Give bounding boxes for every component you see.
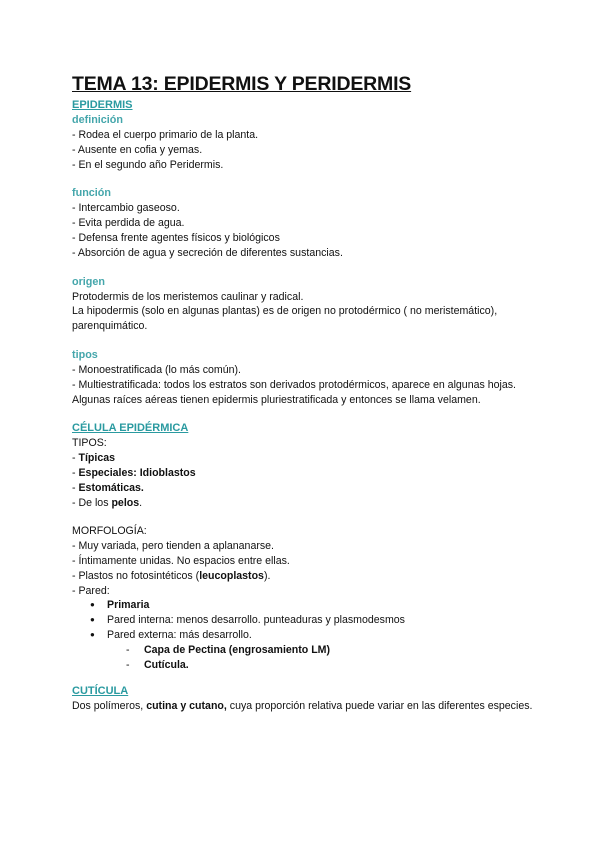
definicion-item: - En el segundo año Peridermis. [72, 158, 224, 171]
celula-tipo-item: - De los pelos. [72, 496, 143, 509]
pared-item-primaria: ● Primaria [72, 598, 542, 613]
origen-line: Protodermis de los meristemos caulinar y radical. [72, 290, 304, 303]
celula-tipos-label: TIPOS: [72, 437, 107, 450]
tipos-item: - Monoestratificada (lo más común). [72, 363, 241, 376]
subheading-funcion: función [72, 187, 111, 200]
origen-line: La hipodermis (solo en algunas plantas) es de origen no protodérmico ( no meristemático), parenquimático. [72, 305, 498, 333]
tipos-item: - Multiestratificada: todos los estratos son derivados protodérmicos, aparece en algunas hojas. Algunas raíces aéreas tienen epidermis pluriestratificada y entonces se llama velamen. [72, 378, 516, 406]
funcion-item: - Evita perdida de agua. [72, 217, 185, 230]
morfologia-item: - Pared: [72, 584, 110, 597]
section-heading-epidermis: EPIDERMIS [72, 99, 133, 111]
funcion-item: - Intercambio gaseoso. [72, 202, 180, 215]
celula-tipo-item: - Especiales: Idioblastos [72, 466, 196, 479]
cuticula-text: Dos polímeros, cutina y cutano, cuya proporción relativa puede variar en las diferentes especies. [72, 700, 533, 713]
definicion-item: - Ausente en cofia y yemas. [72, 143, 203, 156]
section-heading-cuticula: CUTÍCULA [72, 685, 129, 698]
morfologia-item: - Íntimamente unidas. No espacios entre ellas. [72, 554, 290, 567]
subheading-definicion: definición [72, 114, 123, 126]
definicion-item: - Rodea el cuerpo primario de la planta. [72, 129, 259, 141]
pared-externa-list [72, 643, 542, 673]
morfologia-item: - Muy variada, pero tienden a aplananarse. [72, 540, 274, 553]
pared-externa-cuticula: - Cutícula. [72, 658, 542, 673]
document-content [72, 71, 542, 714]
celula-tipo-item: - Típicas [72, 452, 115, 465]
page-title: TEMA 13: EPIDERMIS Y PERIDERMIS [72, 73, 412, 95]
morfologia-item: - Plastos no fotosintéticos (leucoplastos). [72, 569, 271, 582]
pared-item-externa: ● Pared externa: más desarrollo. [72, 628, 542, 643]
pared-item-interna: ● Pared interna: menos desarrollo. punteaduras y plasmodesmos [72, 613, 542, 628]
pared-list [72, 598, 542, 642]
funcion-item: - Absorción de agua y secreción de diferentes sustancias. [72, 246, 343, 259]
section-heading-celula: CÉLULA EPIDÉRMICA [72, 422, 189, 435]
funcion-item: - Defensa frente agentes físicos y biológicos [72, 231, 280, 244]
subheading-tipos: tipos [72, 348, 98, 361]
subheading-origen: origen [72, 275, 105, 288]
celula-tipo-item: - Estomáticas. [72, 481, 144, 494]
pared-externa-pectina: - Capa de Pectina (engrosamiento LM) [72, 643, 542, 658]
morfologia-label: MORFOLOGÍA: [72, 525, 147, 538]
